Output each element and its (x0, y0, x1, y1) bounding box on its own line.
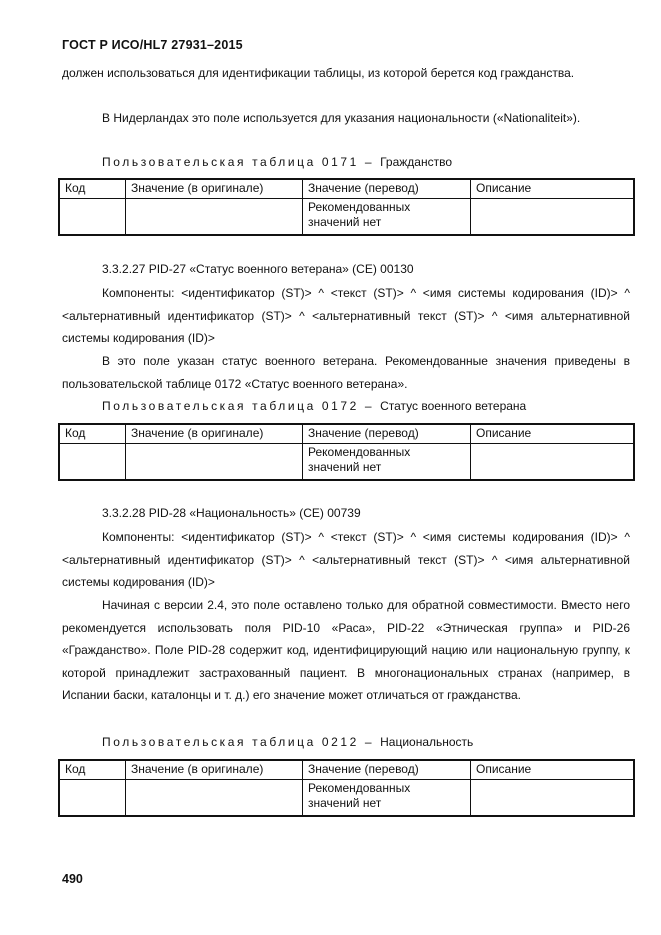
table-caption-0172 (102, 399, 526, 413)
paragraph-description-pid27: В это поле указан статус военного ветерана. Рекомендованные значения приведены в пользовательской таблице 0172 «Статус военного ветерана». (62, 354, 630, 391)
paragraph-components-pid27: Компоненты: <идентификатор (ST)> ^ <текст (ST)> ^ <имя системы кодирования (ID)> ^ <альтернативный идентификатор (ST)> ^ <альтернативный текст (ST)> ^ <имя альтернативной системы кодирования (ID)> (62, 286, 630, 345)
caption-label: Пользовательская таблица 0172 (102, 399, 359, 413)
col-header-translation: Значение (перевод) (303, 424, 471, 444)
cell-description (471, 444, 635, 481)
cell-translation (303, 780, 471, 817)
col-header-original: Значение (в оригинале) (126, 760, 303, 780)
table-header-row (59, 424, 634, 444)
cell-description (471, 199, 635, 236)
section-heading-pid28: 3.3.2.28 PID-28 «Национальность» (CE) 00739 (102, 506, 361, 520)
col-header-description: Описание (471, 179, 635, 199)
col-header-translation: Значение (перевод) (303, 760, 471, 780)
cell-original (126, 444, 303, 481)
user-table-0172 (58, 423, 635, 481)
cell-code (59, 444, 126, 481)
col-header-original: Значение (в оригинале) (126, 424, 303, 444)
cell-translation (303, 444, 471, 481)
caption-label: Пользовательская таблица 0171 (102, 155, 359, 169)
paragraph-netherlands: В Нидерландах это поле используется для указания национальности («Nationaliteit»). (102, 111, 581, 125)
cell-translation (303, 199, 471, 236)
user-table-0171 (58, 178, 635, 236)
cell-translation-text: Рекомендованных значений нет (308, 445, 411, 474)
caption-dash: – (364, 735, 375, 749)
paragraph-description-pid28: Начиная с версии 2.4, это поле оставлено только для обратной совместимости. Вместо него рекомендуется использовать поля PID-10 «Раса», PID-22 «Этническая группа» и PID-26 «Гражданство». Поле PID-28 содержит код, идентифицирующий нацию или национальную группу, к которой принадлежит застрахованный пациент. В многонациональных странах (например, в Испании баски, каталонцы и т. д.) его значение может отличаться от гражданства. (62, 598, 630, 702)
caption-title: Национальность (380, 735, 474, 749)
cell-code (59, 780, 126, 817)
table-row (59, 444, 634, 481)
cell-code (59, 199, 126, 236)
col-header-code: Код (59, 424, 126, 444)
cell-translation-text: Рекомендованных значений нет (308, 781, 411, 810)
cell-description (471, 780, 635, 817)
table-row (59, 780, 634, 817)
caption-title: Гражданство (380, 155, 453, 169)
user-table-0212 (58, 759, 635, 817)
caption-dash: – (364, 155, 375, 169)
table-row (59, 199, 634, 236)
table-header-row (59, 179, 634, 199)
col-header-code: Код (59, 179, 126, 199)
cell-translation-text: Рекомендованных значений нет (308, 200, 411, 229)
caption-title: Статус военного ветерана (380, 399, 527, 413)
col-header-description: Описание (471, 424, 635, 444)
col-header-original: Значение (в оригинале) (126, 179, 303, 199)
paragraph-components-pid28: Компоненты: <идентификатор (ST)> ^ <текст (ST)> ^ <имя системы кодирования (ID)> ^ <альтернативный идентификатор (ST)> ^ <альтернативный текст (ST)> ^ <имя альтернативной системы кодирования (ID)> (62, 530, 630, 589)
table-caption-0171 (102, 155, 452, 169)
col-header-description: Описание (471, 760, 635, 780)
caption-label: Пользовательская таблица 0212 (102, 735, 359, 749)
col-header-translation: Значение (перевод) (303, 179, 471, 199)
table-header-row (59, 760, 634, 780)
cell-original (126, 780, 303, 817)
paragraph-continuation: должен использоваться для идентификации таблицы, из которой берется код гражданства. (62, 66, 575, 80)
caption-dash: – (364, 399, 375, 413)
section-heading-pid27: 3.3.2.27 PID-27 «Статус военного ветерана» (CE) 00130 (102, 262, 414, 276)
page-number: 490 (62, 872, 83, 886)
running-header: ГОСТ Р ИСО/HL7 27931–2015 (62, 38, 243, 52)
table-caption-0212 (102, 735, 473, 749)
col-header-code: Код (59, 760, 126, 780)
cell-original (126, 199, 303, 236)
